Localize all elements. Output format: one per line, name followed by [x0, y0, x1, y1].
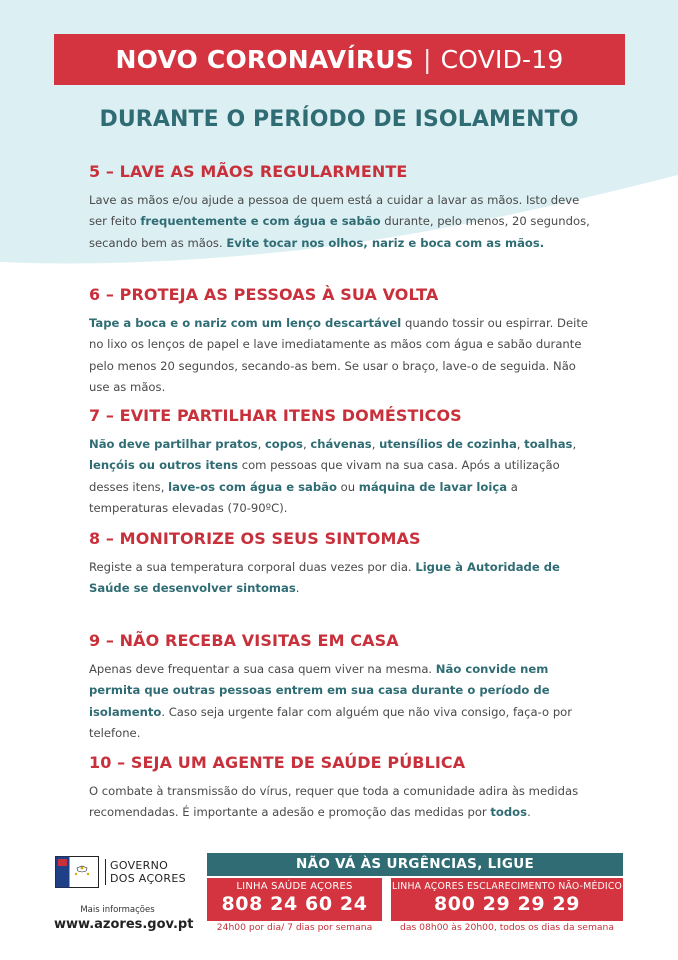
health-line-number[interactable]: 808 24 60 24	[221, 893, 368, 915]
body-text: Registe a sua temperatura corporal duas vezes por dia.	[89, 560, 416, 574]
highlighted-text: frequentemente e com água e sabão	[140, 214, 381, 229]
call-to-action-banner: NÃO VÁ ÀS URGÊNCIAS, LIGUE	[207, 853, 623, 876]
body-text: quando tossir ou espirrar. Deite no lixo os lenços de papel e lave imediatamente as mãos com água e sabão durante pelo menos 20 segundos, secando-as bem. Se usar o braço, lave-o de seguida. Não use as mãos.	[89, 316, 589, 394]
section-5	[89, 162, 599, 254]
body-text: com pessoas que vivam na sua casa. Após a utilização desses itens,	[89, 458, 560, 494]
section-body	[89, 557, 599, 600]
body-text: ,	[516, 437, 525, 451]
highlighted-text: Ligue à Autoridade de Saúde se desenvolver sintomas	[89, 560, 560, 596]
logo-line-1: GOVERNO	[110, 859, 169, 872]
section-body	[89, 659, 599, 744]
title-banner	[54, 34, 625, 85]
section-heading: 5 – LAVE AS MÃOS REGULARMENTE	[89, 162, 408, 181]
highlighted-text: Evite tocar nos olhos, nariz e boca com as mãos.	[226, 235, 545, 250]
body-text: durante, pelo menos, 20 segundos, secando bem as mãos.	[89, 214, 590, 250]
page-subtitle: DURANTE O PERÍODO DE ISOLAMENTO	[99, 107, 579, 132]
body-text: a temperaturas elevadas (70-90ºC).	[89, 479, 518, 515]
body-text: O combate à transmissão do vírus, requer que toda a comunidade adira às medidas recomendadas. É importante a adesão e promoção das medidas por	[89, 784, 579, 820]
info-line-number[interactable]: 800 29 29 29	[433, 893, 581, 915]
body-text: ou	[336, 479, 359, 494]
highlighted-text: toalhas	[524, 437, 573, 451]
government-name	[105, 859, 186, 885]
section-heading: 7 – EVITE PARTILHAR ITENS DOMÉSTICOS	[89, 406, 462, 425]
body-text: ,	[572, 437, 577, 451]
section-body	[89, 313, 599, 398]
logo-line-2: DOS AÇORES	[110, 872, 186, 885]
highlighted-text: máquina de lavar loiça	[358, 479, 508, 494]
health-line-box	[207, 878, 382, 921]
title-separator: |	[422, 45, 432, 74]
section-9	[89, 631, 599, 744]
section-heading: 6 – PROTEJA AS PESSOAS À SUA VOLTA	[89, 285, 439, 304]
section-6	[89, 285, 599, 398]
highlighted-text: chávenas	[310, 437, 372, 451]
government-logo	[55, 856, 186, 888]
section-7	[89, 406, 599, 519]
body-text: Apenas deve frequentar a sua casa quem viver na mesma.	[89, 662, 436, 676]
body-text: .	[527, 805, 531, 820]
title-covid: COVID-19	[440, 45, 564, 74]
section-body	[89, 190, 599, 254]
highlighted-text: Não convide nem permita que outras pessoas entrem em sua casa durante o período de isolamento	[89, 662, 550, 719]
highlighted-text: copos	[264, 437, 303, 451]
section-10	[89, 753, 599, 824]
highlighted-text: lençóis ou outros itens	[89, 458, 239, 473]
body-text: ,	[371, 437, 380, 451]
section-heading: 9 – NÃO RECEBA VISITAS EM CASA	[89, 631, 399, 650]
highlighted-text: todos	[490, 805, 528, 820]
highlighted-text: utensílios de cozinha	[379, 437, 517, 451]
body-text: Lave as mãos e/ou ajude a pessoa de quem está a cuidar a lavar as mãos. Isto deve ser feito	[89, 193, 580, 229]
highlighted-text: Não deve partilhar pratos	[89, 437, 258, 451]
health-line-hours: 24h00 por dia/ 7 dias por semana	[216, 922, 373, 933]
azores-flag-icon	[55, 856, 99, 888]
section-heading: 10 – SEJA UM AGENTE DE SAÚDE PÚBLICA	[89, 753, 466, 772]
body-text: .	[295, 581, 300, 596]
info-line-hours: das 08h00 às 20h00, todos os dias da semana	[400, 922, 614, 933]
highlighted-text: lave-os com água e sabão	[168, 479, 337, 494]
body-text: ,	[257, 437, 265, 451]
body-text: ,	[302, 437, 311, 451]
title-main: NOVO CORONAVÍRUS	[115, 45, 414, 74]
body-text: . Caso seja urgente falar com alguém que não viva consigo, faça-o por telefone.	[89, 704, 573, 740]
more-info-label: Mais informações	[80, 905, 155, 915]
section-body	[89, 434, 599, 519]
info-line-box	[391, 878, 623, 921]
website-link[interactable]: www.azores.gov.pt	[54, 917, 194, 932]
health-line-label: LINHA SAÚDE AÇORES	[236, 881, 353, 892]
info-line-label: LINHA AÇORES ESCLARECIMENTO NÃO-MÉDICO	[391, 881, 623, 892]
section-8	[89, 529, 599, 600]
highlighted-text: Tape a boca e o nariz com um lenço descartável	[89, 316, 402, 330]
section-body	[89, 781, 599, 824]
section-heading: 8 – MONITORIZE OS SEUS SINTOMAS	[89, 529, 421, 548]
